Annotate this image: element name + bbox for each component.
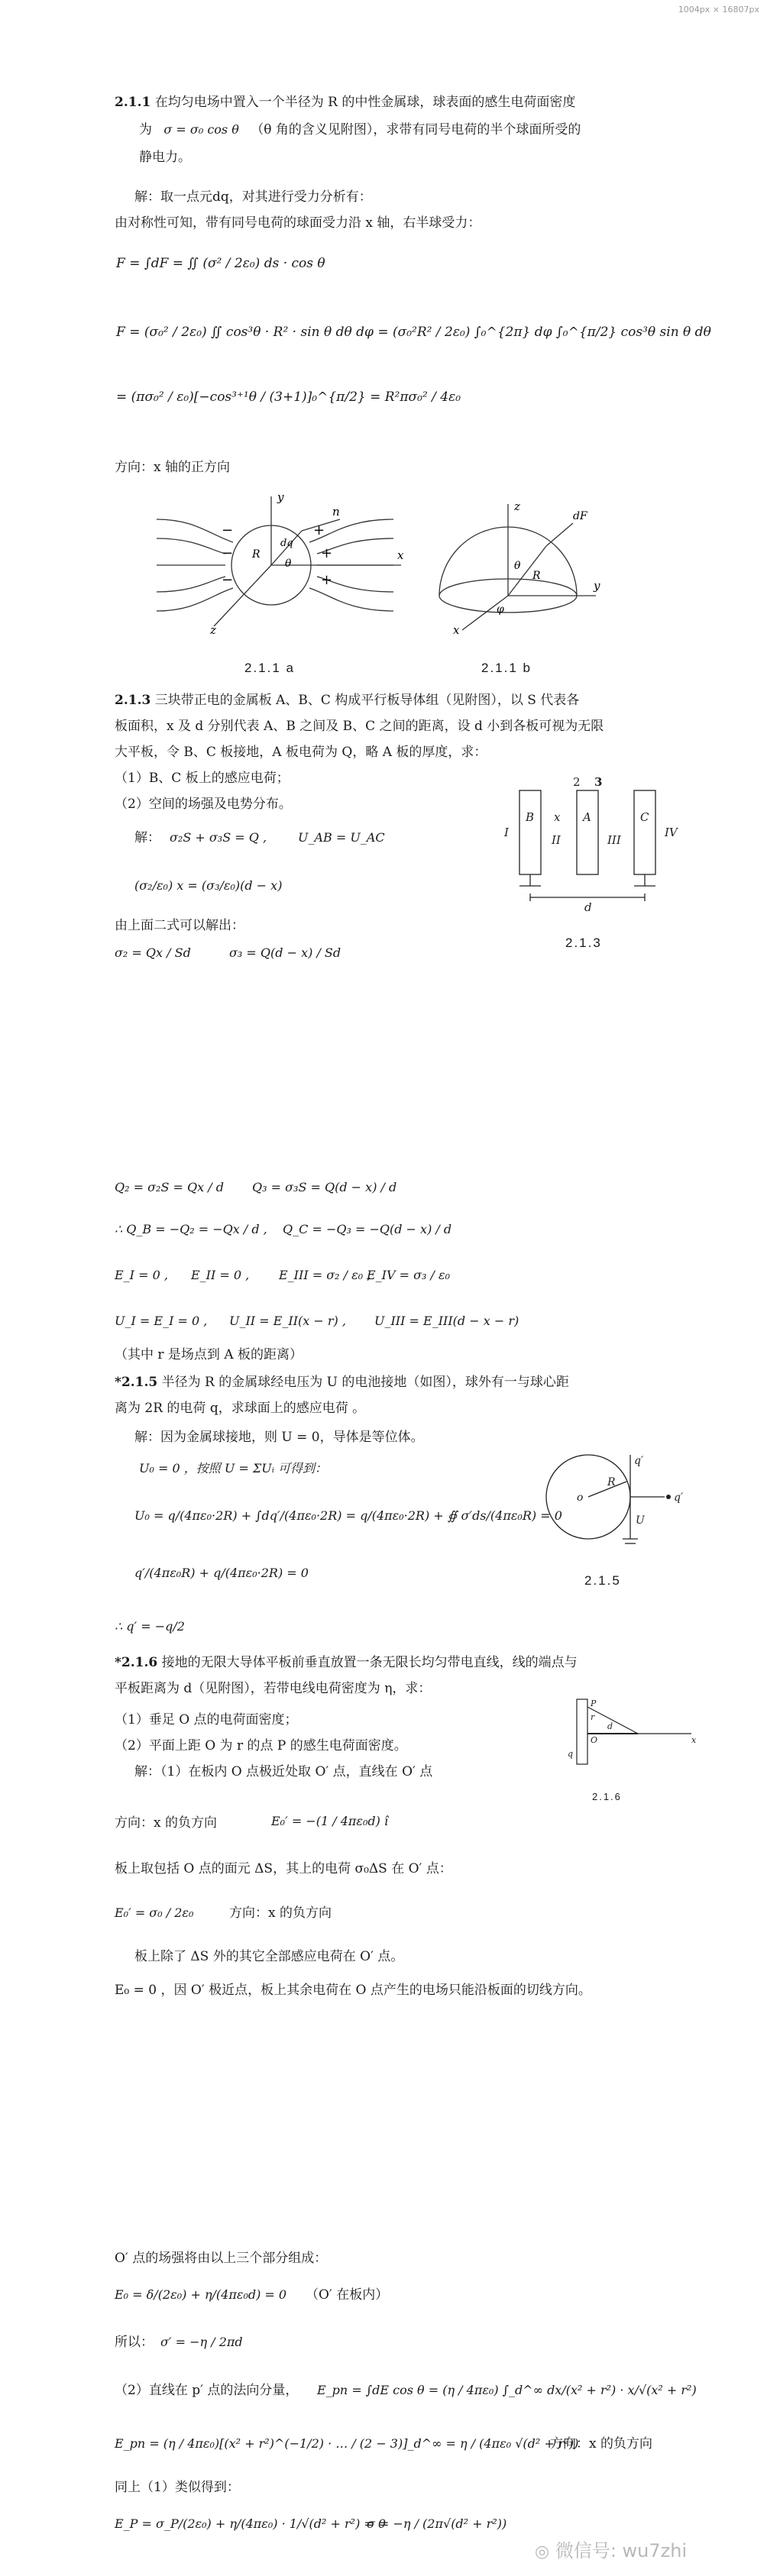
equation-211-F1: F = ∫dF = ∬ (σ² / 2ε₀) ds · cos θ	[116, 256, 325, 271]
equation-215-2: q′/(4πε₀R) + q/(4πε₀·2R) = 0	[134, 1566, 309, 1580]
caption-211b: 2.1.1 b	[481, 661, 532, 675]
svg-text:−: −	[222, 522, 234, 538]
figure-213-label-III: III	[607, 833, 621, 847]
problem-213-line3: 大平板，令 B、C 板接地，A 板电荷为 Q，略 A 板的厚度，求：	[115, 745, 487, 760]
figure-213-label-d: d	[584, 900, 592, 914]
problem-213-label: 2.1.3	[115, 693, 151, 708]
problem-216-direction-1: 方向：x 的负方向	[115, 1815, 217, 1831]
svg-text:θ: θ	[285, 558, 292, 570]
figure-215	[535, 1447, 688, 1562]
equation-215-0: U₀ = 0 ，按照 U = ΣUᵢ 可得到：	[139, 1461, 327, 1475]
problem-211-label: 2.1.1	[115, 95, 151, 110]
svg-text:φ: φ	[497, 603, 504, 616]
figure-213-label-A: A	[583, 810, 591, 824]
figure-215-label-q: q′	[674, 1492, 684, 1504]
equation-213-r2b: Q_C = −Q₃ = −Q(d − x) / d	[283, 1222, 452, 1236]
problem-216-solution-1: 解：（1）在板内 O 点极近处取 O′ 点，直线在 O′ 点	[134, 1764, 433, 1779]
svg-text:y: y	[594, 579, 600, 593]
caption-216: 2.1.6	[592, 1791, 622, 1802]
svg-text:dq: dq	[280, 538, 293, 549]
problem-213-line1: 2.1.3 三块带正电的金属板 A、B、C 构成平行板导体组（见附图），以 S 代表各	[115, 693, 580, 708]
problem-215-line1: *2.1.5 半径为 R 的金属球经电压为 U 的电池接地（如图），球外有一与球心距	[115, 1375, 569, 1390]
svg-text:−: −	[222, 545, 234, 561]
svg-text:n: n	[332, 505, 340, 519]
svg-text:R: R	[252, 548, 261, 561]
problem-216-q2: （2）平面上距 O 为 r 的点 P 的感生电荷面密度。	[115, 1738, 407, 1753]
equation-216-c2: E₀ = δ/(2ε₀) + η/(4πε₀d) = 0	[115, 2287, 287, 2302]
wechat-watermark: ◎ 微信号: wu7zhi	[535, 2540, 688, 2561]
problem-211-direction: 方向：x 轴的正方向	[115, 460, 230, 475]
problem-216-c4a: （2）直线在 p′ 点的法向分量，	[115, 2383, 299, 2398]
equation-216-c4b: E_pn = ∫dE cos θ = (η / 4πε₀) ∫_d^∞ dx/(x² + r²) · x/√(x² + r²)	[317, 2383, 697, 2397]
problem-211-solution-2: 由对称性可知，带有同号电荷的球面受力沿 x 轴，右半球受力：	[115, 215, 481, 231]
svg-text:θ: θ	[514, 560, 521, 572]
svg-text:y: y	[277, 490, 284, 504]
problem-215-solution-1: 解：因为金属球接地，则 U = 0，导体是等位体。	[134, 1430, 424, 1445]
problem-213-q2: （2）空间的场强及电势分布。	[115, 797, 292, 812]
equation-213-r3d: E_IV = σ₃ / ε₀	[367, 1268, 451, 1282]
equation-211-F3: = (πσ₀² / ε₀)[−cos³⁺¹θ / (3+1)]₀^{π/2} = R²πσ₀² / 4ε₀	[116, 389, 461, 405]
equation-216-E: E₀′ = −(1 / 4πε₀d) î	[271, 1814, 389, 1828]
svg-text:z: z	[514, 499, 520, 513]
problem-216-q1: （1）垂足 O 点的电荷面密度；	[115, 1712, 298, 1728]
problem-216-c2note: （O′ 在板内）	[306, 2287, 389, 2303]
problem-213-line2: 板面积，x 及 d 分别代表 A、B 之间及 B、C 之间的距离，设 d 小到各板可视为无限	[115, 719, 604, 734]
figure-215-label-R: R	[607, 1476, 616, 1488]
svg-text:+: +	[313, 522, 325, 538]
problem-211-line3: 静电力。	[139, 150, 191, 165]
equation-216-c7b: σ = −η / (2π√(d² + r²))	[367, 2516, 507, 2531]
problem-216-solution-2: 板上取包括 O 点的面元 ΔS，其上的电荷 σ₀ΔS 在 O′ 点：	[115, 1861, 452, 1876]
svg-text:+: +	[321, 545, 333, 561]
equation-213-r1a: Q₂ = σ₂S = Qx / d	[115, 1180, 224, 1194]
problem-216-c6: 同上（1）类似得到：	[115, 2480, 240, 2495]
equation-213-1: σ₂S + σ₃S = Q ,	[170, 830, 267, 845]
equation-213-r2a: ∴ Q_B = −Q₂ = −Qx / d ,	[115, 1222, 267, 1236]
problem-216-c5dir: 方向：x 的负方向	[550, 2436, 652, 2452]
problem-216-line1: *2.1.6 接地的无限大导体平板前垂直放置一条无限长均匀带电直线，线的端点与	[115, 1655, 578, 1670]
problem-211-solution-1: 解：取一点元dq，对其进行受力分析有：	[134, 189, 372, 205]
caption-215: 2.1.5	[584, 1573, 621, 1588]
equation-213-r3a: E_I = 0 ,	[115, 1268, 168, 1282]
svg-text:z: z	[210, 623, 216, 637]
figure-215-label-o: o	[577, 1492, 584, 1504]
problem-216-direction-2: 方向：x 的负方向	[229, 1905, 332, 1921]
equation-216-E2: E₀′ = σ₀ / 2ε₀	[115, 1905, 194, 1920]
figure-211b	[424, 481, 607, 642]
caption-211a: 2.1.1 a	[244, 661, 295, 675]
problem-216-line2: 平板距离为 d（见附图），若带电线电荷密度为 η，求：	[115, 1681, 432, 1696]
problem-211-line1: 2.1.1 在均匀电场中置入一个半径为 R 的中性金属球，球表面的感生电荷面密度	[115, 95, 576, 110]
equation-211-F2: F = (σ₀² / 2ε₀) ∬ cos³θ · R² · sin θ dθ dφ = (σ₀²R² / 2ε₀) ∫₀^{2π} dφ ∫₀^{π/2} cos³θ sin θ dθ	[116, 325, 711, 340]
figure-213-label-I: I	[504, 826, 509, 839]
figure-213-label-II: II	[552, 833, 561, 847]
equation-215-3: ∴ q′ = −q/2	[115, 1619, 185, 1634]
problem-213-solution: 解：	[134, 830, 160, 845]
equation-216-c5: E_pn = (η / 4πε₀)[(x² + r²)^(−1/2) · … / (2 − 3)]_d^∞ = η / (4πε₀ √(d² + r²))	[115, 2436, 579, 2451]
problem-216-solution-3: 板上除了 ΔS 外的其它全部感应电荷在 O′ 点。	[134, 1949, 404, 1964]
equation-216-c7a: E_P = σ_P/(2ε₀) + η/(4πε₀) · 1/√(d² + r²) = 0	[115, 2516, 387, 2531]
svg-text:x: x	[397, 548, 404, 562]
svg-text:dF: dF	[573, 510, 587, 522]
problem-213-note: （其中 r 是场点到 A 板的距离）	[115, 1347, 303, 1362]
figure-216-label-P: P	[591, 1698, 597, 1708]
figure-216	[561, 1695, 699, 1779]
svg-text:+: +	[321, 572, 333, 588]
figure-211a	[149, 481, 409, 642]
equation-213-1b: U_AB = U_AC	[298, 830, 385, 845]
svg-text:x: x	[453, 623, 460, 637]
figure-213-label-C: C	[640, 810, 649, 824]
equation-213-3b: σ₃ = Q(d − x) / Sd	[229, 945, 341, 960]
problem-216-c3a: 所以：	[115, 2335, 154, 2350]
problem-216-solution-4: E₀ = 0 ，因 O′ 极近点，板上其余电荷在 O 点产生的电场只能沿板面的切线方向。	[115, 1983, 591, 1998]
dimension-label: 1004px × 16807px	[678, 5, 759, 15]
svg-text:−: −	[222, 572, 234, 588]
equation-213-r4a: U_I = E_I = 0 ,	[115, 1314, 208, 1328]
figure-216-label-d: d	[607, 1721, 613, 1731]
problem-215-line2: 离为 2R 的电荷 q，求球面上的感应电荷 。	[115, 1401, 366, 1416]
figure-216-label-x: x	[691, 1735, 697, 1745]
figure-215-label-q-top: q′	[634, 1455, 644, 1467]
equation-213-r3c: E_III = σ₂ / ε₀ ,	[279, 1268, 371, 1282]
equation-213-r3b: E_II = 0 ,	[191, 1268, 250, 1282]
problem-216-label: *2.1.6	[115, 1655, 158, 1670]
figure-213-label-3: 3	[594, 775, 603, 789]
caption-213: 2.1.3	[565, 936, 602, 950]
figure-216-label-q: q	[568, 1749, 574, 1759]
problem-216-c1: O′ 点的场强将由以上三个部分组成：	[115, 2251, 328, 2266]
problem-213-q1: （1）B、C 板上的感应电荷；	[115, 771, 290, 786]
figure-216-label-O: O	[591, 1735, 598, 1745]
figure-213-label-IV: IV	[665, 826, 678, 839]
equation-213-r1b: Q₃ = σ₃S = Q(d − x) / d	[252, 1180, 397, 1194]
figure-213-label-2: 2	[573, 775, 581, 789]
figure-215-label-U: U	[636, 1514, 645, 1527]
equation-213-2: (σ₂/ε₀) x = (σ₃/ε₀)(d − x)	[134, 878, 283, 893]
problem-213-solution-2: 由上面二式可以解出：	[115, 918, 244, 933]
problem-215-label: *2.1.5	[115, 1375, 158, 1390]
equation-216-c3b: σ′ = −η / 2πd	[160, 2335, 243, 2349]
figure-216-label-r: r	[591, 1712, 595, 1722]
equation-215-1: U₀ = q/(4πε₀·2R) + ∫dq′/(4πε₀·2R) = q/(4πε₀·2R) + ∯ σ′ds/(4πε₀R) = 0	[134, 1508, 562, 1523]
figure-213-label-x: x	[554, 810, 561, 824]
equation-213-r4c: U_III = E_III(d − x − r)	[374, 1314, 519, 1328]
wechat-icon: ◎	[535, 2542, 550, 2561]
figure-213-label-B: B	[526, 810, 535, 824]
figure-213	[497, 775, 695, 913]
equation-213-r4b: U_II = E_II(x − r) ,	[229, 1314, 346, 1328]
equation-213-3a: σ₂ = Qx / Sd	[115, 945, 191, 960]
problem-211-line2: 为 σ = σ₀ cos θ （θ 角的含义见附图），求带有同号电荷的半个球面所受的	[139, 122, 581, 137]
svg-text:R: R	[532, 570, 541, 582]
